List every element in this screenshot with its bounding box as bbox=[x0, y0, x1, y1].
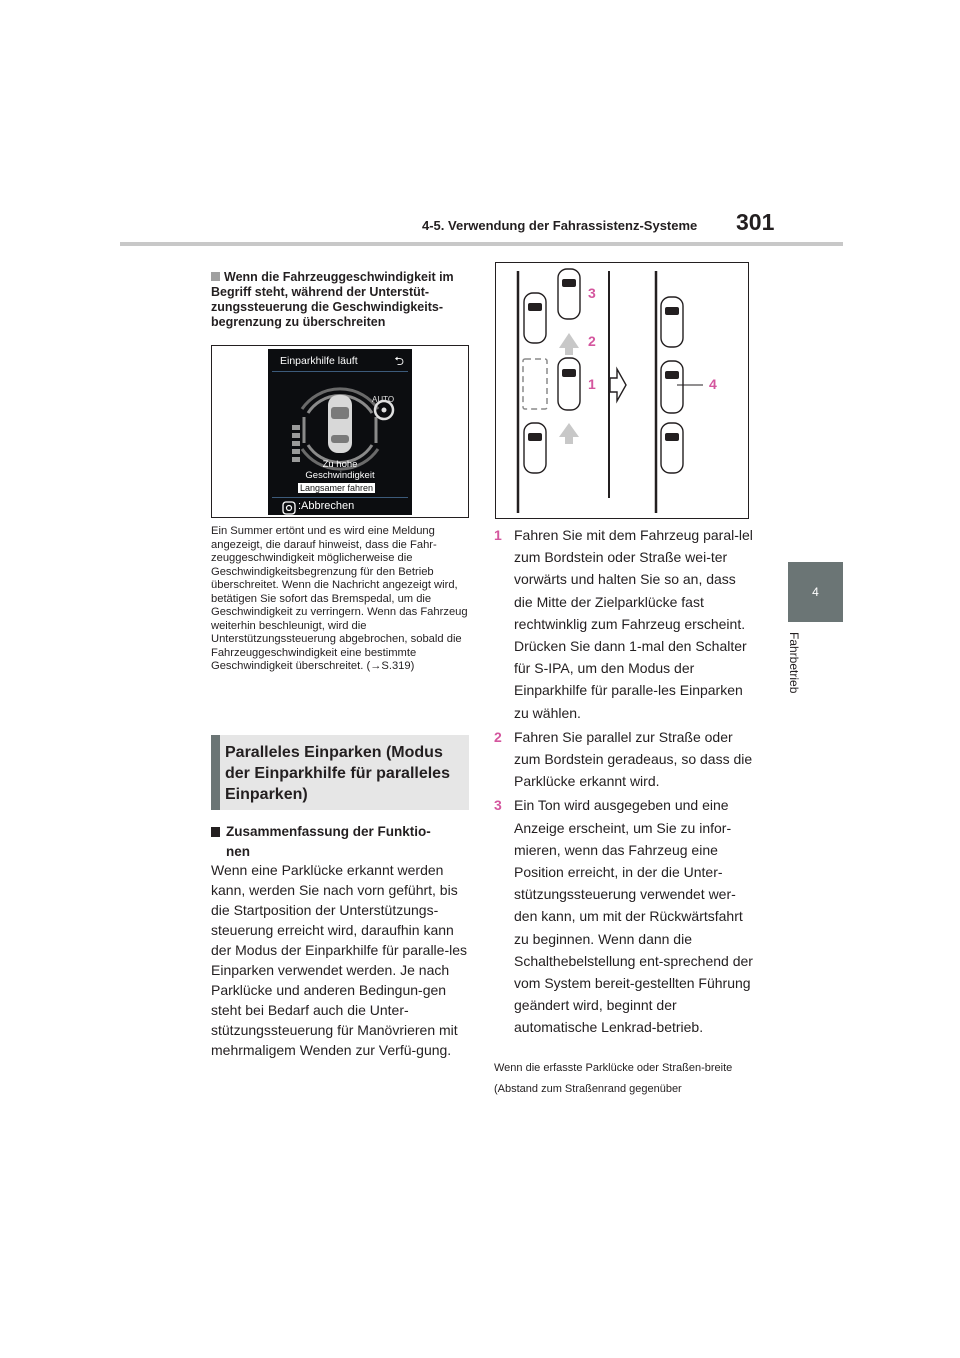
step-number: 3 bbox=[494, 797, 502, 814]
warning-heading bbox=[211, 270, 476, 330]
step-item bbox=[494, 524, 756, 724]
summary-body-text: Wenn eine Parklücke erkannt werden kann, werden Sie nach vorn geführt, bis die Startposition der Unterstützungs-steuerung erreicht wird, daraufhin kann der Modus der Einparkhilfe für paralle-les Einparken verwendet werden. Je nach Parklücke und anderen Bedingun-gen steht bei Bedarf auch die Unter-stützungssteuerung für Manövrieren mit mehrmaligem Wenden zur Verfü-gung. bbox=[211, 862, 468, 1058]
square-bullet-icon bbox=[211, 272, 220, 281]
screen-title: Einparkhilfe läuft bbox=[280, 355, 358, 367]
screen-divider-bottom bbox=[272, 497, 408, 498]
screen-divider bbox=[272, 371, 408, 372]
auto-label: AUTO bbox=[372, 395, 395, 404]
parallel-parking-diagram bbox=[495, 262, 749, 519]
diagram-label-4: 4 bbox=[709, 376, 717, 392]
page-number: 301 bbox=[736, 209, 775, 235]
chapter-side-label: Fahrbetrieb bbox=[787, 632, 801, 694]
square-bullet-icon bbox=[211, 827, 220, 837]
warning-body-text: Ein Summer ertönt und es wird eine Meldung angezeigt, die darauf hinweist, dass die Fahr-zeuggeschwindigkeit möglicherweise die Geschwindigkeitsbegrenzung für den Betrieb überschreitet. Wenn die Nachricht angezeigt wird, betätigen Sie sofort das Bremspedal, um die Geschwindigkeit zu verringern. Wenn das Fahrzeug weiterhin beschleunigt, wird die Unterstützungssteuerung abgebrochen, sobald die Fahrzeuggeschwindigkeit eine bestimmte Geschwindigkeit überschreitet. (→S.319) bbox=[211, 525, 468, 672]
section-title-box: Paralleles Einparken (Modus der Einparkhilfe für paralleles Einparken) bbox=[211, 735, 469, 810]
step-item bbox=[494, 794, 756, 1038]
speed-warning-line1: Zu hohe bbox=[322, 459, 358, 470]
diagram-label-2: 2 bbox=[588, 333, 596, 349]
camera-switch-icon bbox=[282, 501, 296, 515]
display-screenshot-figure bbox=[211, 345, 469, 518]
step-number: 2 bbox=[494, 728, 502, 745]
section-header-title: 4-5. Verwendung der Fahrassistenz-Systeme bbox=[422, 218, 698, 233]
step-text: Fahren Sie mit dem Fahrzeug paral-lel zum Bordstein oder Straße wei-ter vorwärts und halten Sie so an, dass die Mitte der Zielparklücke fast rechtwinklig zum Fahrzeug erscheint. Drücken Sie dann 1-mal den Schalter für S-IPA, um den Modus der Einparkhilfe für paralle-les Einparken zu wählen. bbox=[514, 527, 753, 721]
warning-heading-text: Wenn die Fahrzeuggeschwindigkeit im Begriff steht, während der Unterstüt-zungssteuerung die Geschwindigkeits-begrenzung zu überschreiten bbox=[211, 270, 454, 329]
speed-warning-line2: Geschwindigkeit bbox=[305, 470, 375, 481]
chapter-tab: 4 bbox=[788, 562, 843, 622]
back-icon: ⮌ bbox=[394, 354, 404, 368]
step-item bbox=[494, 726, 756, 793]
step-text: Ein Ton wird ausgegeben und eine Anzeige erscheint, um Sie zu infor-mieren, wenn das Fahrzeug eine Position erreicht, in der die Unter-stützungssteuerung verwendet wer-den kann, um mit der Rückwärtsfahrt zu beginnen. Wenn dann die Schalthebelstellung ent-sprechend der vom System bereit-gestellten Führung geändert wird, beginnt der automatische Lenkrad-betrieb. bbox=[514, 797, 753, 1036]
slow-down-message: Langsamer fahren bbox=[300, 483, 374, 493]
step-text: Fahren Sie parallel zur Straße oder zum Bordstein geradeaus, so dass die Parklücke erkannt wird. bbox=[514, 728, 753, 790]
diagram-label-3: 3 bbox=[588, 285, 596, 301]
cancel-label: :Abbrechen bbox=[298, 500, 355, 512]
multi-info-display bbox=[268, 349, 412, 515]
step-list bbox=[494, 524, 756, 1041]
diagram-label-1: 1 bbox=[588, 376, 596, 392]
summary-heading bbox=[211, 822, 471, 862]
step-number: 1 bbox=[494, 527, 502, 543]
summary-heading-line2: nen bbox=[226, 844, 251, 859]
header-divider bbox=[120, 242, 843, 246]
summary-heading-line1: Zusammenfassung der Funktio- bbox=[226, 824, 431, 839]
note-text: Wenn die erfasste Parklücke oder Straßen-breite (Abstand zum Straßenrand gegenüber bbox=[494, 1062, 733, 1095]
